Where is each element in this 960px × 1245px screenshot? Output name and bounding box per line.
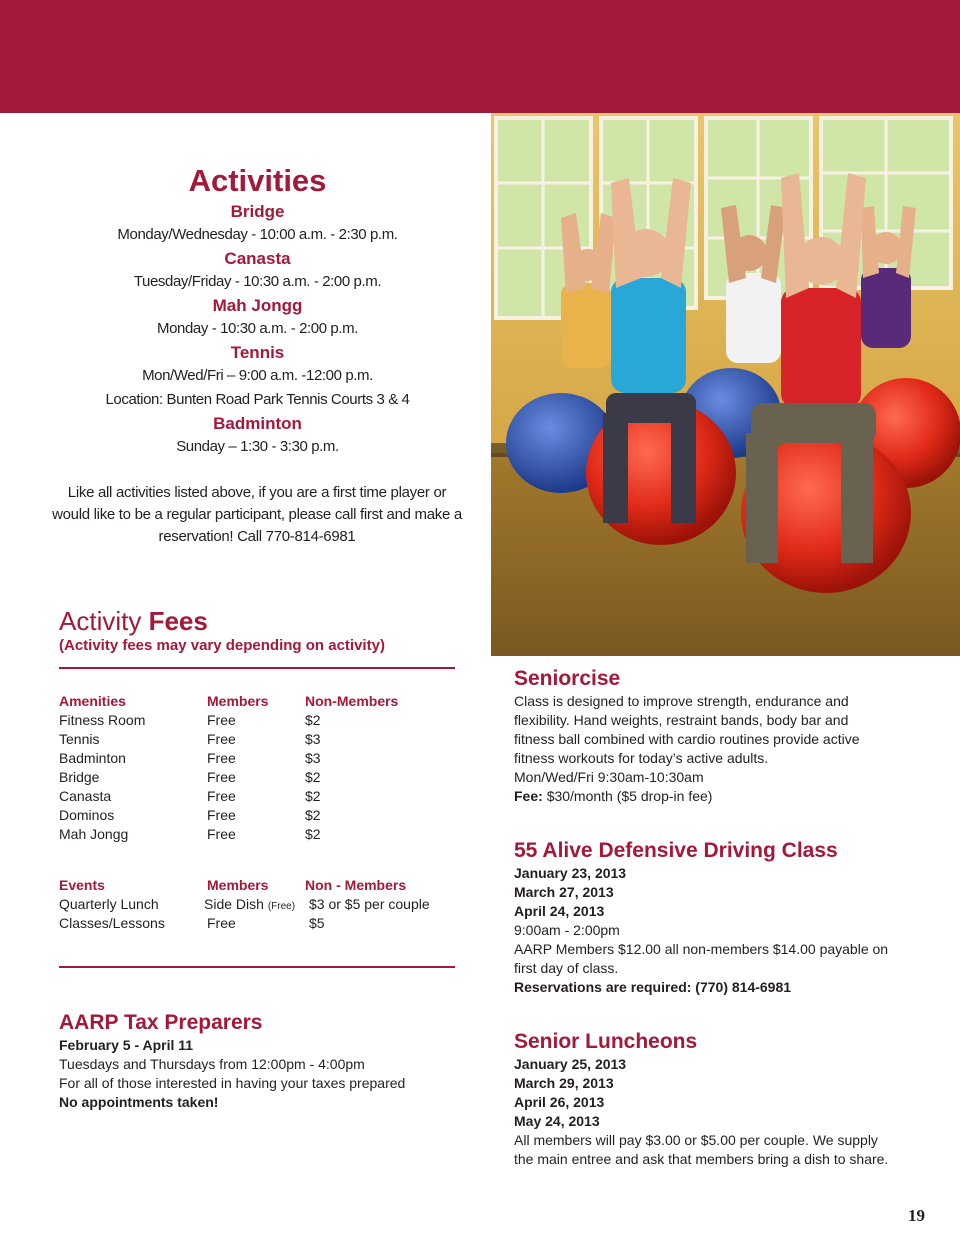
table-row — [59, 914, 459, 933]
fitness-class-illustration — [491, 113, 960, 656]
table-row — [59, 806, 459, 825]
non-member-fee: $2 — [305, 769, 321, 785]
table-row — [59, 825, 459, 844]
aarp-tax-dates: February 5 - April 11 — [59, 1037, 194, 1053]
member-fee: Free — [207, 788, 236, 804]
driving-class-date: March 27, 2013 — [514, 884, 614, 900]
amenity-name: Tennis — [59, 731, 100, 747]
events-header: Events — [59, 877, 105, 893]
header-banner — [0, 0, 960, 113]
amenity-name: Canasta — [59, 788, 112, 804]
activity-schedule-badminton: Sunday – 1:30 - 3:30 p.m. — [176, 438, 339, 455]
activity-schedule-canasta: Tuesday/Friday - 10:30 a.m. - 2:00 p.m. — [133, 273, 382, 290]
fitness-class-photo — [491, 113, 960, 656]
seniorcise-fee — [514, 787, 934, 806]
luncheons-section — [514, 1029, 934, 1169]
driving-class-section — [514, 838, 934, 997]
amenity-name: Fitness Room — [59, 712, 146, 728]
member-fee: Free — [207, 712, 236, 728]
seniorcise-title: Seniorcise — [514, 667, 621, 690]
event-name: Classes/Lessons — [59, 915, 165, 931]
amenity-name: Mah Jongg — [59, 826, 129, 842]
member-fee: Free — [207, 750, 236, 766]
driving-class-title: 55 Alive Defensive Driving Class — [514, 839, 838, 862]
seniorcise-description-line: flexibility. Hand weights, restraint bands, body bar and — [514, 712, 849, 728]
fees-title-bold: Fees — [148, 606, 208, 636]
luncheon-date: May 24, 2013 — [514, 1113, 600, 1129]
activity-name-badminton: Badminton — [213, 414, 302, 433]
driving-class-time: 9:00am - 2:00pm — [514, 922, 620, 938]
aarp-tax-schedule: Tuesdays and Thursdays from 12:00pm - 4:00pm — [59, 1056, 365, 1072]
activity-schedule-tennis: Mon/Wed/Fri – 9:00 a.m. -12:00 p.m. — [142, 367, 373, 384]
non-member-fee: $2 — [305, 807, 321, 823]
driving-class-price: AARP Members $12.00 all non-members $14.00 payable on — [514, 941, 889, 957]
event-non-member-fee: $5 — [309, 915, 325, 931]
luncheon-date: March 29, 2013 — [514, 1075, 614, 1091]
driving-class-date: January 23, 2013 — [514, 865, 627, 881]
activity-name-bridge: Bridge — [230, 202, 285, 221]
non-members-header: Non-Members — [305, 693, 399, 709]
member-fee: Free — [207, 731, 236, 747]
events-members-header: Members — [207, 877, 269, 893]
amenity-name: Bridge — [59, 769, 100, 785]
amenities-header-row — [59, 692, 459, 711]
activity-name-tennis: Tennis — [230, 343, 285, 362]
seniorcise-fee-value: $30/month ($5 drop-in fee) — [546, 788, 713, 804]
non-member-fee: $3 — [305, 750, 321, 766]
event-non-member-fee: $3 or $5 per couple — [309, 896, 430, 912]
seniorcise-schedule: Mon/Wed/Fri 9:30am-10:30am — [514, 769, 704, 785]
luncheons-title: Senior Luncheons — [514, 1030, 698, 1053]
event-member-fee: Free — [207, 915, 236, 931]
activity-schedule-mahjongg: Monday - 10:30 a.m. - 2:00 p.m. — [156, 320, 359, 337]
activity-location-tennis: Location: Bunten Road Park Tennis Courts 3 & 4 — [105, 391, 410, 408]
seniorcise-description-line: fitness ball combined with cardio routines provide active — [514, 731, 860, 747]
aarp-tax-note: No appointments taken! — [59, 1094, 219, 1110]
seniorcise-section — [514, 666, 934, 806]
fees-title-plain: Activity — [59, 606, 142, 636]
seniorcise-description-line: fitness workouts for today’s active adults. — [514, 750, 769, 766]
event-name: Quarterly Lunch — [59, 896, 159, 912]
table-row — [59, 749, 459, 768]
driving-class-reservation: Reservations are required: (770) 814-6981 — [514, 979, 792, 995]
member-fee: Free — [207, 807, 236, 823]
fees-subtitle: (Activity fees may vary depending on activity) — [59, 637, 385, 654]
non-member-fee: $2 — [305, 788, 321, 804]
events-non-members-header: Non - Members — [305, 877, 407, 893]
events-header-row — [59, 876, 459, 895]
luncheon-description-line: the main entree and ask that members bring a dish to share. — [514, 1151, 889, 1167]
table-row — [59, 711, 459, 730]
fees-divider-top — [59, 667, 455, 669]
fees-title — [59, 604, 208, 638]
non-member-fee: $2 — [305, 712, 321, 728]
non-member-fee: $2 — [305, 826, 321, 842]
driving-class-date: April 24, 2013 — [514, 903, 605, 919]
page-number: 19 — [908, 1206, 925, 1225]
luncheon-date: April 26, 2013 — [514, 1094, 605, 1110]
amenity-name: Dominos — [59, 807, 115, 823]
member-fee: Free — [207, 826, 236, 842]
non-member-fee: $3 — [305, 731, 321, 747]
event-member-fee-note: (Free) — [267, 901, 296, 912]
luncheon-date: January 25, 2013 — [514, 1056, 627, 1072]
activities-note: Like all activities listed above, if you are a first time player or would like to be a regular participant, please call first and make a reservation! Call 770-814-6981 — [52, 484, 462, 545]
table-row — [59, 768, 459, 787]
aarp-tax-description: For all of those interested in having your taxes prepared — [59, 1075, 406, 1091]
activity-schedule-bridge: Monday/Wednesday - 10:00 a.m. - 2:30 p.m. — [117, 226, 398, 243]
activities-title: Activities — [188, 163, 327, 198]
amenities-header: Amenities — [59, 693, 126, 709]
event-member-fee — [204, 895, 295, 916]
seniorcise-fee-label: Fee: — [514, 788, 543, 804]
luncheon-description-line: All members will pay $3.00 or $5.00 per couple. We supply — [514, 1132, 878, 1148]
aarp-tax-title: AARP Tax Preparers — [59, 1011, 263, 1034]
seniorcise-description-line: Class is designed to improve strength, endurance and — [514, 693, 849, 709]
member-fee: Free — [207, 769, 236, 785]
table-row — [59, 730, 459, 749]
fees-divider-bottom — [59, 966, 455, 968]
table-row — [59, 895, 459, 914]
members-header: Members — [207, 693, 269, 709]
activity-name-canasta: Canasta — [224, 249, 291, 268]
driving-class-price: first day of class. — [514, 960, 619, 976]
event-member-fee-value: Side Dish — [204, 896, 264, 912]
aarp-tax-section — [59, 1010, 479, 1112]
activities-section — [40, 162, 475, 459]
activity-name-mahjongg: Mah Jongg — [212, 296, 303, 315]
table-row — [59, 787, 459, 806]
amenity-name: Badminton — [59, 750, 126, 766]
